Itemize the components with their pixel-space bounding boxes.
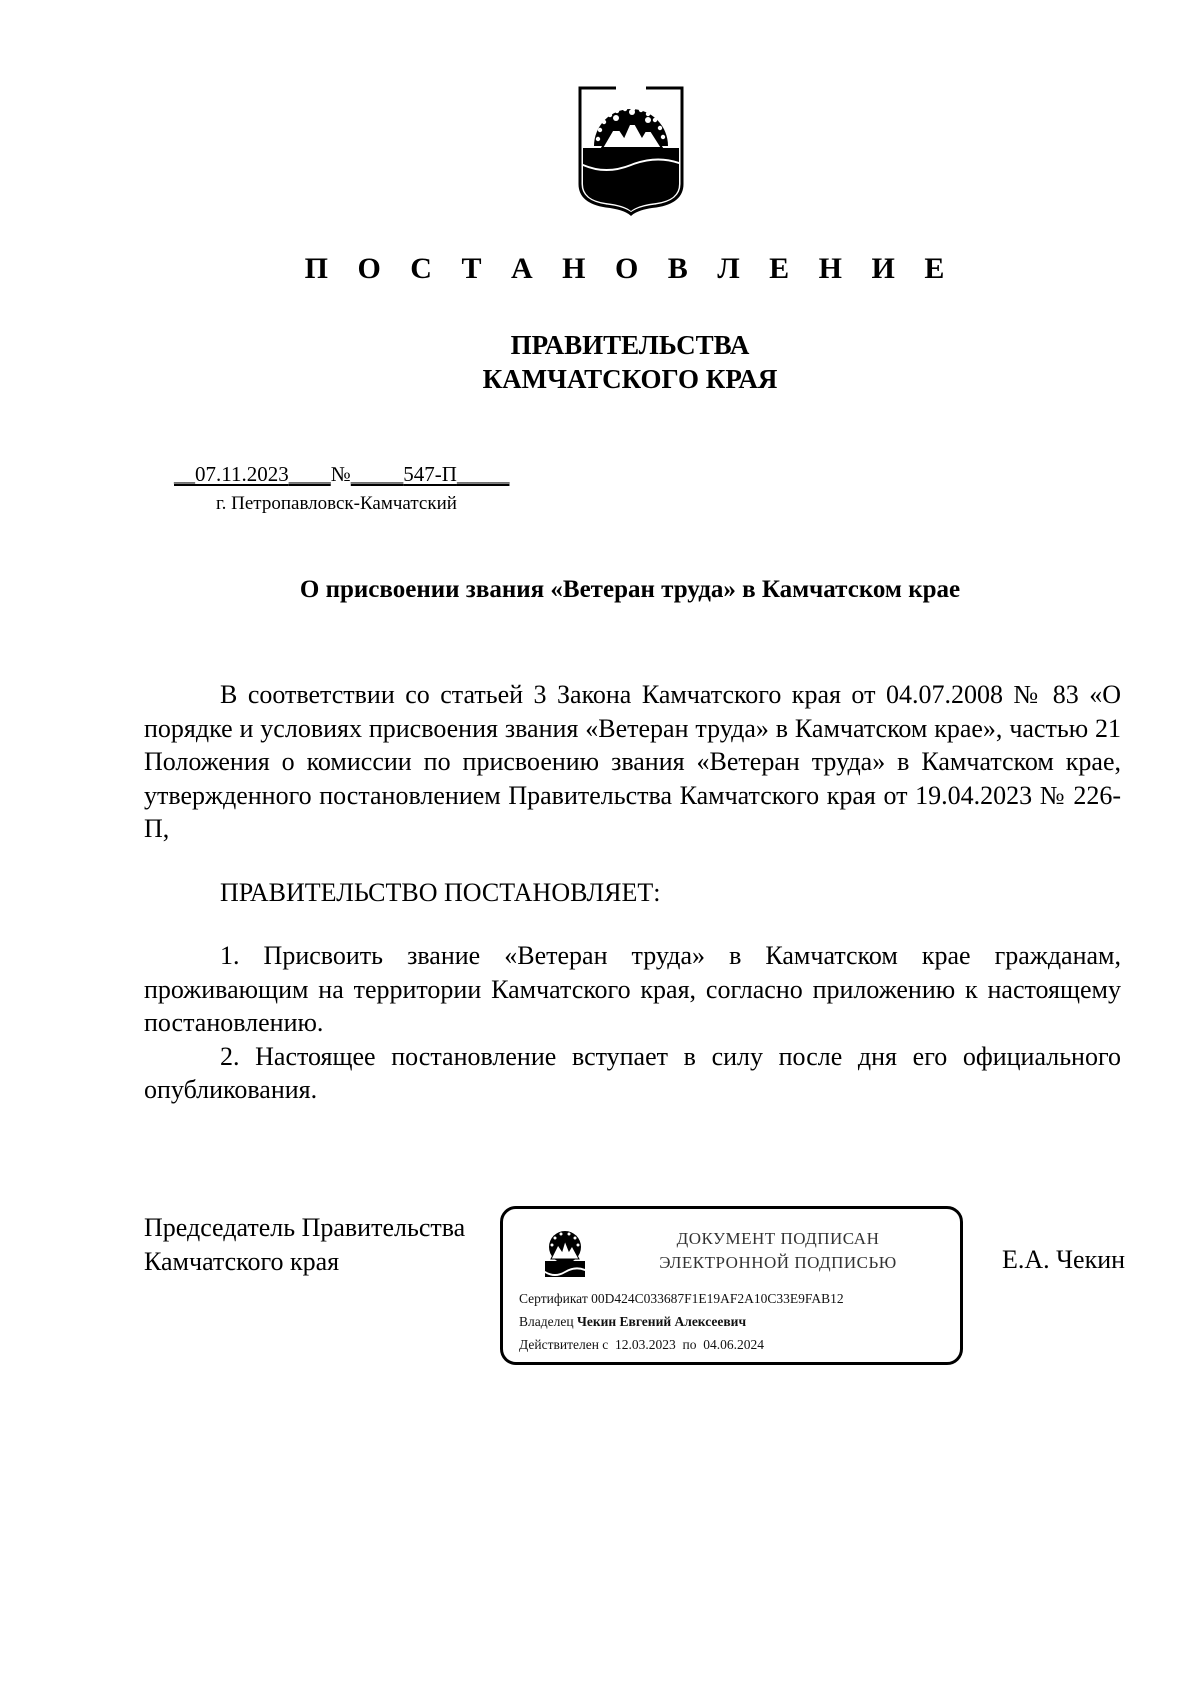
decree-text: ПРАВИТЕЛЬСТВО ПОСТАНОВЛЯЕТ: xyxy=(220,878,661,907)
decree-item-2: 2. Настоящее постановление вступает в силу после дня его официального опубликования. xyxy=(144,1041,1121,1105)
stamp-heading-line-1: ДОКУМЕНТ ПОДПИСАН xyxy=(676,1229,880,1248)
document-type-title: П О С Т А Н О В Л Е Н И Е xyxy=(304,252,956,285)
document-subject: О присвоении звания «Ветеран труда» в Камчатском крае xyxy=(299,576,961,603)
signatory-position xyxy=(144,1211,465,1279)
registration-date: 07.11.2023 xyxy=(195,462,289,486)
issuer-line-1: ПРАВИТЕЛЬСТВА xyxy=(510,330,750,360)
stamp-emblem-icon xyxy=(541,1229,589,1281)
stamp-owner-line xyxy=(519,1314,746,1330)
number-sign: № xyxy=(330,462,351,486)
preamble-text: В соответствии со статьей 3 Закона Камчатского края от 04.07.2008 № 83 «О порядке и условиях присвоения звания «Ветеран труда» в Камчатском крае», частью 21 Положения о комиссии по присвоению звания «Ветеран труда» в Камчатском крае, утвержденного постановлением Правительства Камчатского края от 19.04.2023 № 226-П, xyxy=(144,680,1121,844)
preamble-paragraph xyxy=(144,678,1121,846)
valid-to: 04.06.2024 xyxy=(703,1337,765,1352)
kamchatka-coat-of-arms-icon xyxy=(576,84,686,216)
electronic-signature-stamp xyxy=(500,1206,963,1365)
stamp-validity-line xyxy=(519,1337,764,1353)
registration-number: 547-П xyxy=(403,462,457,486)
valid-to-label: по xyxy=(682,1337,697,1352)
issuer-line-2: КАМЧАТСКОГО КРАЯ xyxy=(482,364,778,394)
valid-label: Действителен с xyxy=(519,1337,609,1352)
certificate-label: Сертификат xyxy=(519,1291,588,1306)
issue-city: г. Петропавловск-Камчатский xyxy=(216,493,457,514)
decree-items xyxy=(144,939,1121,1107)
signatory-position-line-2: Камчатского края xyxy=(144,1246,340,1276)
certificate-value: 00D424C033687F1E19AF2A10C33E9FAB12 xyxy=(591,1291,844,1306)
registration-line: __07.11.2023____№_____547-П_____ xyxy=(174,462,510,486)
valid-from: 12.03.2023 xyxy=(615,1337,676,1352)
stamp-certificate-line xyxy=(519,1291,844,1307)
signatory-name: Е.А. Чекин xyxy=(1002,1245,1126,1274)
owner-label: Владелец xyxy=(519,1314,574,1329)
owner-value: Чекин Евгений Алексеевич xyxy=(576,1314,747,1329)
decree-paragraph xyxy=(144,876,1121,910)
decree-item-1: 1. Присвоить звание «Ветеран труда» в Камчатском крае гражданам, проживающим на территории Камчатского края, согласно приложению к настоящему постановлению. xyxy=(144,941,1121,1038)
signatory-position-line-1: Председатель Правительства xyxy=(144,1213,466,1242)
stamp-heading-line-2: ЭЛЕКТРОННОЙ ПОДПИСЬЮ xyxy=(659,1253,897,1272)
